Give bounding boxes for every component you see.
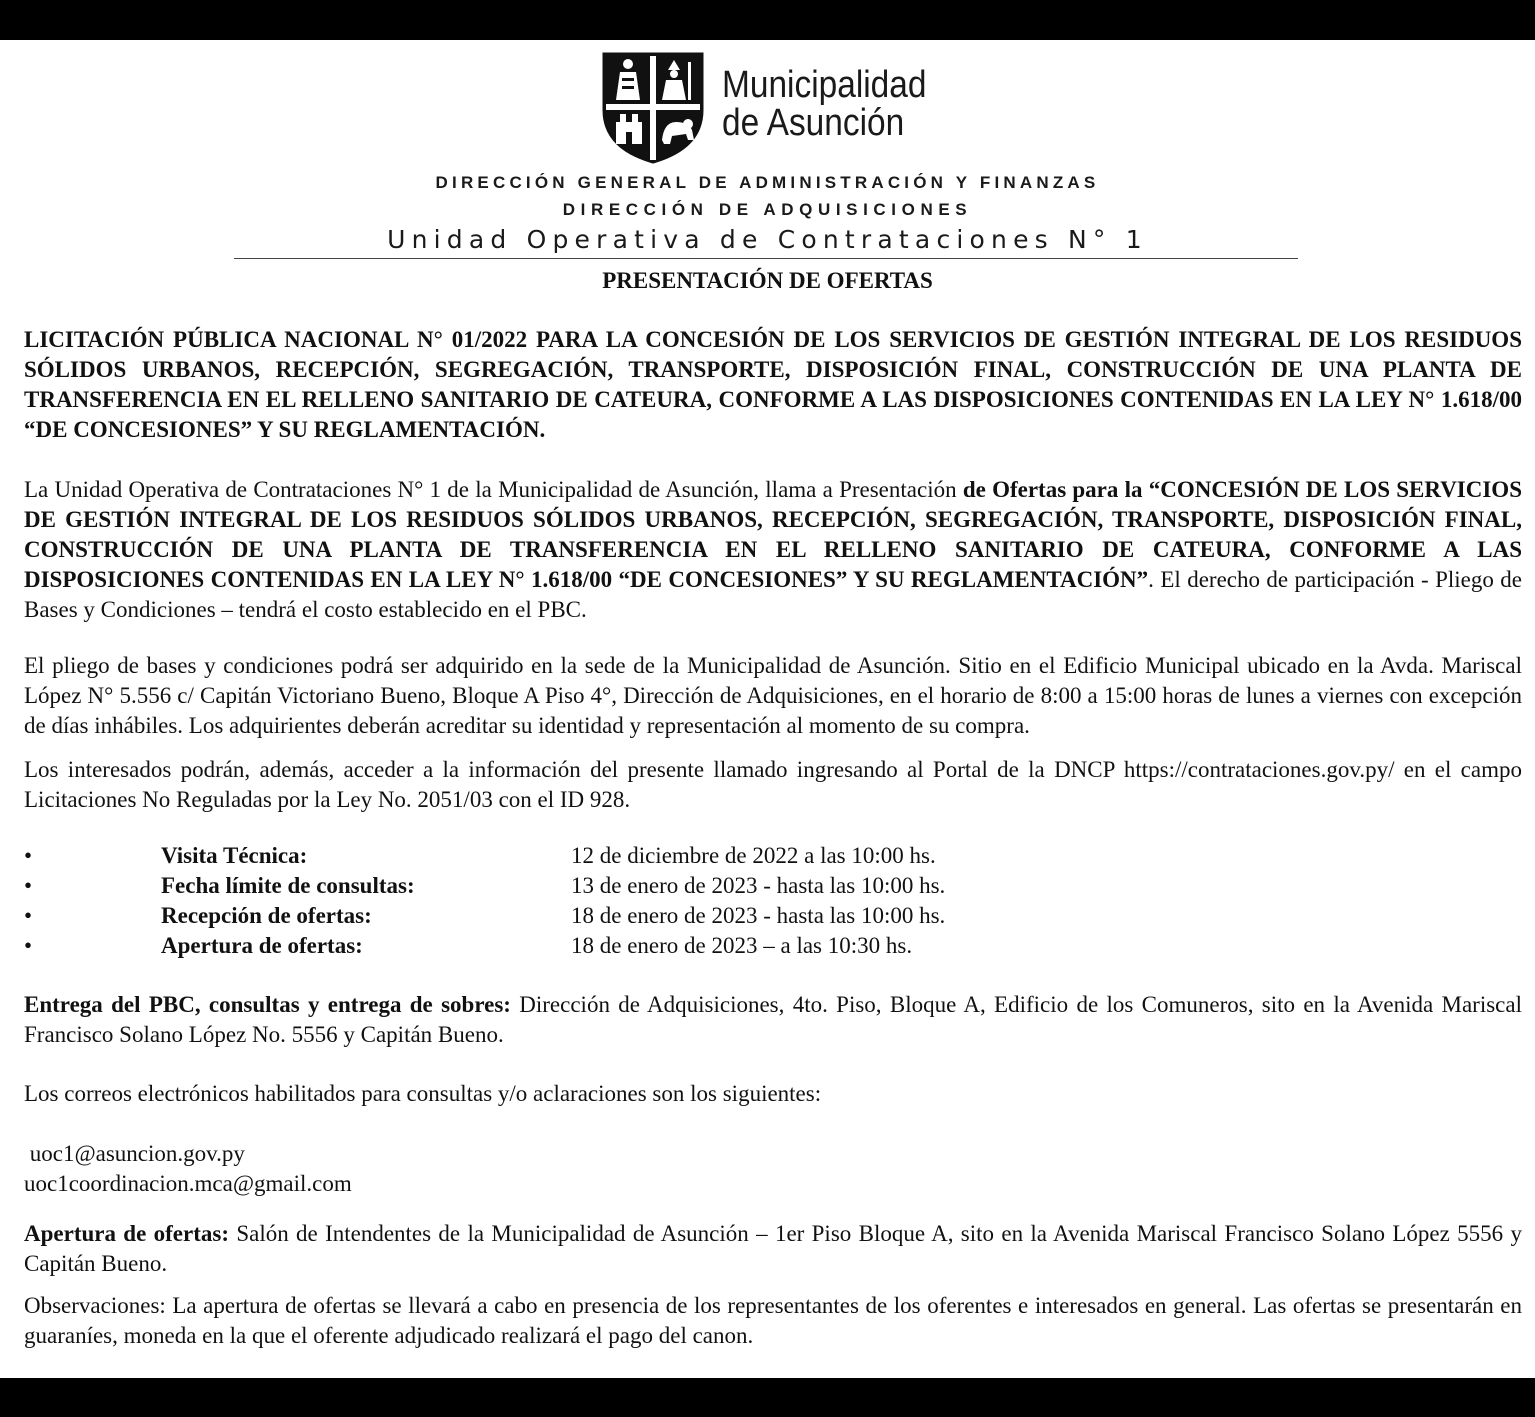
municipality-name-line2: de Asunción (722, 102, 905, 144)
schedule-value: 12 de diciembre de 2022 a las 10:00 hs. (571, 843, 936, 868)
header-divider (234, 258, 1298, 259)
tender-title: LICITACIÓN PÚBLICA NACIONAL N° 01/2022 PARA LA CONCESIÓN DE LOS SERVICIOS DE GESTIÓN INTEGRAL DE LOS RESIDUOS SÓLIDOS URBANOS, RECEPCIÓN, SEGREGACIÓN, TRANSPORTE, DISPOSICIÓN FINAL, CONSTRUCCIÓN DE UNA PLANTA DE TRANSFERENCIA EN EL RELLENO SANITARIO DE CATEURA, CONFORME A LAS DISPOSICIONES CONTENIDAS EN LA LEY N° 1.618/00 “DE CONCESIONES” Y SU REGLAMENTACIÓN. (24, 327, 1522, 442)
bullet: • (24, 843, 33, 868)
municipal-logo (0, 46, 1535, 166)
schedule-item (24, 933, 1522, 963)
operative-unit-title: Unidad Operativa de Contrataciones N° 1 (387, 225, 1148, 254)
coat-of-arms-icon (598, 48, 708, 166)
email-address[interactable]: uoc1@asuncion.gov.py (24, 1141, 245, 1166)
apertura-paragraph (24, 1219, 1522, 1279)
schedule-label: Visita Técnica: (161, 843, 308, 868)
call-intro: La Unidad Operativa de Contrataciones N° 1 de la Municipalidad de Asunción, llama a Presentación (24, 477, 963, 502)
pliego-paragraph: El pliego de bases y condiciones podrá ser adquirido en la sede de la Municipalidad de Asunción. Sitio en el Edificio Municipal ubicado en la Avda. Mariscal López N° 5.556 c/ Capitán Victoriano Bueno, Bloque A Piso 4°, Dirección de Adquisiciones, en el horario de 8:00 a 15:00 horas de lunes a viernes con excepción de días inhábiles. Los adquirientes deberán acreditar su identidad y representación al momento de su compra. (24, 653, 1522, 738)
schedule-value: 18 de enero de 2023 - hasta las 10:00 hs. (571, 903, 946, 928)
call-rest: . El derecho de participación - Pliego de Bases y Condiciones – tendrá el costo establecido en el PBC. (24, 567, 1522, 622)
schedule-item (24, 873, 1522, 903)
bullet: • (24, 933, 33, 958)
dept-adquisiciones-title: DIRECCIÓN DE ADQUISICIONES (562, 200, 973, 219)
entrega-text: Dirección de Adquisiciones, 4to. Piso, Bloque A, Edificio de los Comuneros, sito en la Avenida Mariscal Francisco Solano López No. 5556 y Capitán Bueno. (24, 992, 1522, 1047)
dept-general-title: DIRECCIÓN GENERAL DE ADMINISTRACIÓN Y FINANZAS (435, 173, 1100, 192)
dncp-paragraph: Los interesados podrán, además, acceder a la información del presente llamado ingresando al Portal de la DNCP https://contrataciones.gov.py/ en el campo Licitaciones No Reguladas por la Ley No. 2051/03 con el ID 928. (24, 757, 1522, 812)
call-object-bold: de Ofertas para la “CONCESIÓN DE LOS SERVICIOS DE GESTIÓN INTEGRAL DE LOS RESIDUOS SÓLIDOS URBANOS, RECEPCIÓN, SEGREGACIÓN, TRANSPORTE, DISPOSICIÓN FINAL, CONSTRUCCIÓN DE UNA PLANTA DE TRANSFERENCIA EN EL RELLENO SANITARIO DE CATEURA, CONFORME A LAS DISPOSICIONES CONTENIDAS EN LA LEY N° 1.618/00 “DE CONCESIONES” Y SU REGLAMENTACIÓN” (24, 477, 1522, 592)
correos-intro: Los correos electrónicos habilitados para consultas y/o aclaraciones son los siguientes: (24, 1081, 822, 1106)
bottom-border-bar (0, 1378, 1535, 1417)
entrega-paragraph (24, 990, 1522, 1050)
municipality-name (722, 66, 926, 142)
bullet: • (24, 903, 33, 928)
schedule-item (24, 903, 1522, 933)
apertura-text: Salón de Intendentes de la Municipalidad de Asunción – 1er Piso Bloque A, sito en la Avenida Mariscal Francisco Solano López 5556 y Capitán Bueno. (24, 1221, 1522, 1276)
bullet: • (24, 873, 33, 898)
top-border-bar (0, 0, 1535, 40)
apertura-label: Apertura de ofertas: (24, 1221, 229, 1246)
schedule-item (24, 843, 1522, 873)
entrega-label: Entrega del PBC, consultas y entrega de sobres: (24, 992, 511, 1017)
email-list (24, 1139, 352, 1199)
schedule-value: 13 de enero de 2023 - hasta las 10:00 hs. (571, 873, 946, 898)
schedule-value: 18 de enero de 2023 – a las 10:30 hs. (571, 933, 913, 958)
schedule-list (24, 843, 1522, 963)
email-address[interactable]: uoc1coordinacion.mca@gmail.com (24, 1171, 352, 1196)
page-title: PRESENTACIÓN DE OFERTAS (602, 268, 933, 293)
municipality-name-line1: Municipalidad (722, 64, 927, 106)
call-paragraph (24, 475, 1522, 625)
schedule-label: Fecha límite de consultas: (161, 873, 415, 898)
schedule-label: Recepción de ofertas: (161, 903, 372, 928)
schedule-label: Apertura de ofertas: (161, 933, 363, 958)
observaciones-paragraph: Observaciones: La apertura de ofertas se llevará a cabo en presencia de los representantes de los oferentes e interesados en general. Las ofertas se presentarán en guaraníes, moneda en la que el oferente adjudicado realizará el pago del canon. (24, 1293, 1522, 1348)
